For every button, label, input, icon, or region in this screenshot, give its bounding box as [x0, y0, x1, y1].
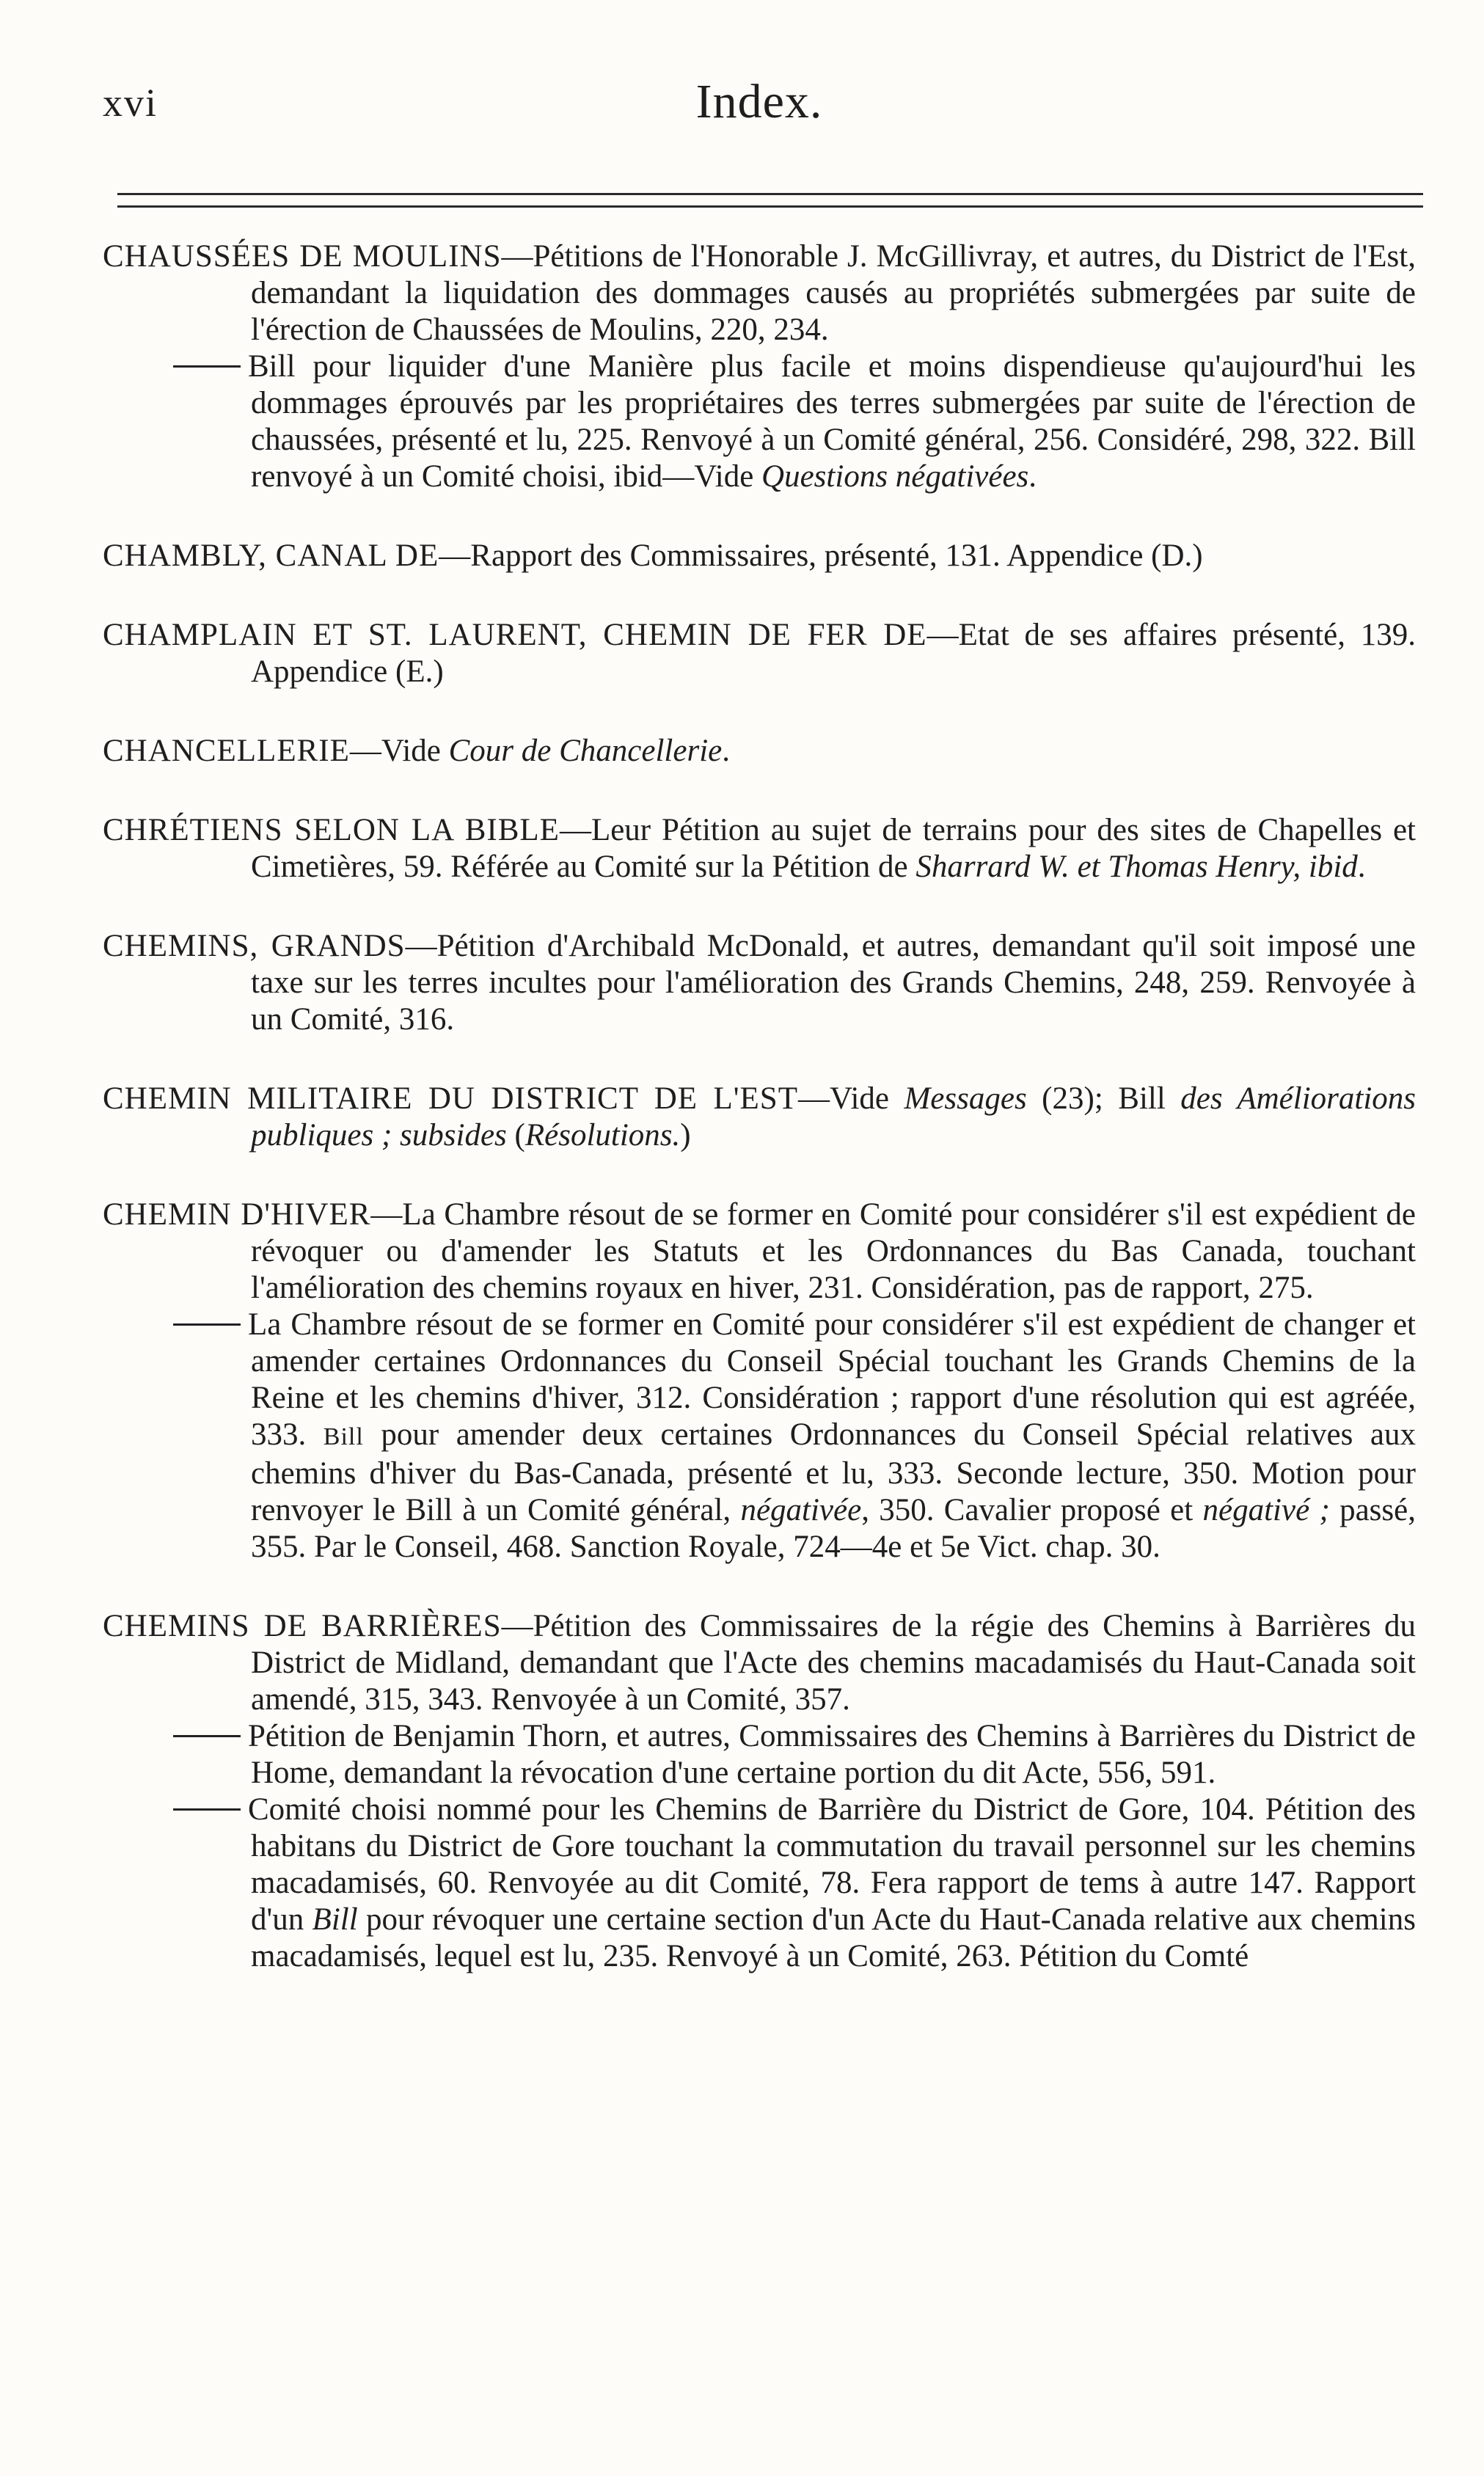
entry-paragraph: [103, 617, 1416, 690]
entry-text: .: [1357, 850, 1366, 884]
entry-text: .: [1028, 459, 1037, 494]
index-entry: [103, 928, 1416, 1038]
entry-text: Comité choisi nommé pour les Chemins de Barrière du District de Gore, 104. Pétition des habitans du District de Gore touchant la commutation du travail personnel sur les chemins macadamisés, 60. Renvoyée au dit Comité, 78. Fera rapport de tems à autre 147. Rapport d'un: [248, 1792, 1416, 1937]
ditto-dash: [173, 365, 241, 368]
entry-heading: CHEMINS DE BARRIÈRES: [103, 1609, 502, 1643]
entry-text: —Pétition d'Archibald McDonald, et autres, demandant qu'il soit imposé une taxe sur les terres incultes pour l'amélioration des Grands Chemins, 248, 259. Renvoyée à un Comité, 316.: [251, 929, 1416, 1037]
entry-text: —Rapport des Commissaires, présenté, 131. Appendice (D.): [439, 538, 1203, 573]
entry-text: —Pétition des Commissaires de la régie des Chemins à Barrières du District de Midland, demandant que l'Acte des chemins macadamisés du Haut-Canada soit amendé, 315, 343. Renvoyée à un Comité, 357.: [251, 1609, 1416, 1717]
index-entry: [103, 733, 1416, 770]
index-entry: [103, 538, 1416, 574]
entry-text: —Vide: [349, 734, 449, 768]
index-entry: [103, 617, 1416, 690]
double-rule-divider: [117, 193, 1423, 208]
entry-text: Pétition de Benjamin Thorn, et autres, Commissaires des Chemins à Barrières du District de Home, demandant la révocation d'une certaine portion du dit Acte, 556, 591.: [248, 1719, 1416, 1790]
index-page: [103, 70, 1416, 2017]
entry-text: (23); Bill: [1026, 1081, 1181, 1116]
cross-reference: Questions négativées: [761, 459, 1029, 494]
ditto-dash: [173, 1323, 241, 1326]
entry-heading: CHEMIN D'HIVER: [103, 1197, 371, 1232]
entry-text: La Chambre résout de se former en Comité pour considérer s'il est expédient de changer et amender certaines Ordonnances du Conseil Spécial touchant les Grands Chemins de la Reine et les chemins d'hiver, 312. Considération ; rapport d'une résolution qui est agréée, 333.: [248, 1307, 1416, 1452]
entry-text: Bill pour liquider d'une Manière plus facile et moins dispendieuse qu'aujourd'hui les dommages éprouvés par les propriétaires des terres submergées par suite de l'érection de chaussées, présenté et lu, 225. Renvoyé à un Comité général, 256. Considéré, 298, 322. Bill renvoyé à un Comité choisi, ibid—Vide: [248, 349, 1416, 494]
emphasis: Bill: [312, 1902, 358, 1937]
entry-text: —Vide: [797, 1081, 904, 1116]
index-entry: [103, 812, 1416, 885]
small-caps-term: Bill: [323, 1423, 364, 1450]
entry-text: —Leur Pétition au sujet de terrains pour des sites de Chapelles et Cimetières, 59. Référée au Comité sur la Pétition de: [251, 813, 1417, 884]
entry-subparagraph: [103, 1718, 1416, 1792]
cross-reference: Résolutions.: [524, 1118, 681, 1153]
emphasis: négativé ;: [1202, 1493, 1330, 1527]
entry-heading: CHRÉTIENS SELON LA BIBLE: [103, 813, 560, 847]
cross-reference: des Améliorations publiques ; subsides: [251, 1081, 1416, 1153]
entry-paragraph: [103, 812, 1416, 885]
index-entries: [103, 238, 1416, 1975]
entry-text: (: [506, 1118, 525, 1153]
entry-heading: CHAMPLAIN ET ST. LAURENT, CHEMIN DE FER DE: [103, 618, 927, 652]
entry-paragraph: [103, 733, 1416, 770]
cross-reference: Messages: [904, 1081, 1027, 1116]
entry-subparagraph: [103, 1792, 1416, 1975]
entry-text: —Pétitions de l'Honorable J. McGillivray, et autres, du District de l'Est, demandant la liquidation des dommages causés au propriétés submergées par suite de l'érection de Chaussées de Moulins, 220, 234.: [251, 239, 1416, 347]
entry-paragraph: [103, 1081, 1416, 1154]
entry-text: , 350. Cavalier proposé et: [861, 1493, 1203, 1527]
entry-text: passé, 355. Par le Conseil, 468. Sanction Royale, 724—4e et 5e Vict. chap. 30.: [251, 1493, 1416, 1564]
entry-text: .: [722, 734, 730, 768]
entry-heading: CHAUSSÉES DE MOULINS: [103, 239, 502, 274]
entry-paragraph: [103, 538, 1416, 574]
entry-paragraph: [103, 1608, 1416, 1718]
entry-text: —Etat de ses affaires présenté, 139. Appendice (E.): [251, 618, 1416, 689]
entry-paragraph: [103, 928, 1416, 1038]
ditto-dash: [173, 1808, 241, 1811]
cross-reference: Sharrard W. et Thomas Henry, ibid: [915, 850, 1358, 884]
entry-paragraph: [103, 238, 1416, 348]
entry-text: —La Chambre résout de se former en Comité pour considérer s'il est expédient de révoquer ou d'amender les Statuts et les Ordonnances du Bas Canada, touchant l'amélioration des chemins royaux en hiver, 231. Considération, pas de rapport, 275.: [251, 1197, 1417, 1305]
index-entry: [103, 1081, 1416, 1154]
running-head: [103, 70, 1416, 136]
cross-reference: Cour de Chancellerie: [448, 734, 723, 768]
entry-heading: CHAMBLY, CANAL DE: [103, 538, 439, 573]
entry-subparagraph: [103, 1307, 1416, 1566]
index-entry: [103, 238, 1416, 495]
page-number: xvi: [103, 81, 158, 125]
entry-text: pour amender deux certaines Ordonnances du Conseil Spécial relatives aux chemins d'hiver du Bas-Canada, présenté et lu, 333. Seconde lecture, 350. Motion pour renvoyer le Bill à un Comité général,: [251, 1417, 1416, 1527]
entry-heading: CHEMIN MILITAIRE DU DISTRICT DE L'EST: [103, 1081, 798, 1116]
page-title: Index.: [695, 75, 823, 128]
index-entry: [103, 1197, 1416, 1566]
entry-heading: CHEMINS, GRANDS: [103, 929, 406, 963]
emphasis: négativée: [740, 1493, 862, 1527]
index-entry: [103, 1608, 1416, 1975]
entry-paragraph: [103, 1197, 1416, 1307]
ditto-dash: [173, 1735, 241, 1737]
entry-text: pour révoquer une certaine section d'un Acte du Haut-Canada relative aux chemins macadamisés, lequel est lu, 235. Renvoyé à un Comité, 263. Pétition du Comté: [251, 1902, 1416, 1973]
entry-subparagraph: [103, 348, 1416, 495]
entry-heading: CHANCELLERIE: [103, 734, 350, 768]
entry-text: ): [680, 1118, 691, 1153]
